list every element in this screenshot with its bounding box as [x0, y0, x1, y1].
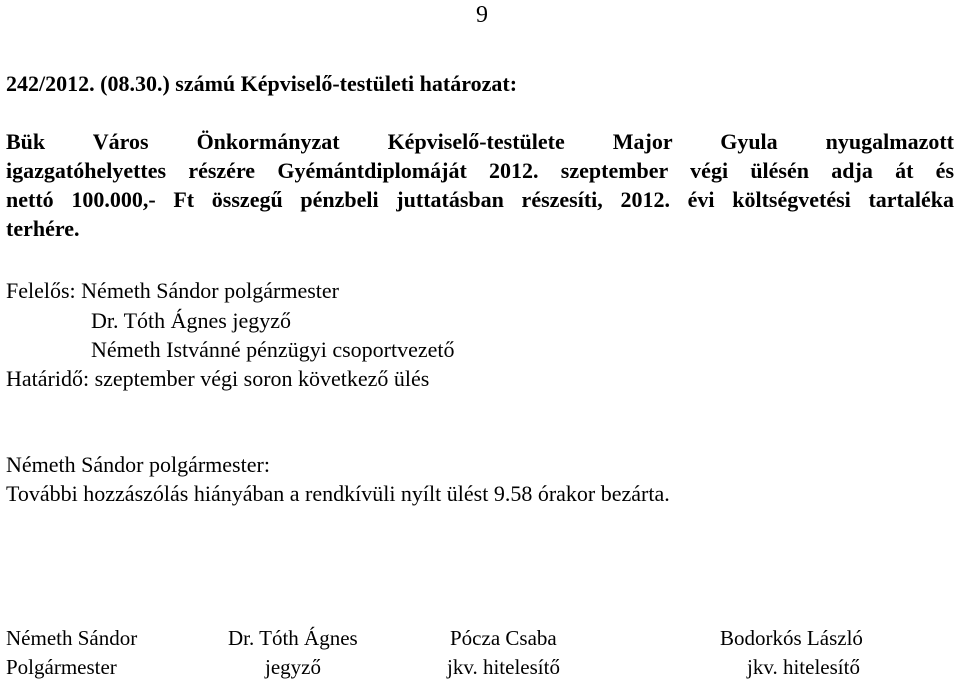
closing-speaker: Németh Sándor polgármester:	[6, 452, 270, 477]
resolution-body	[6, 127, 954, 243]
responsible-person-3: Németh Istvánné pénzügyi csoportvezető	[91, 337, 455, 362]
resolution-line-4: terhére.	[6, 216, 80, 241]
deadline-line: Határidő: szeptember végi soron következő ülés	[6, 366, 430, 391]
resolution-title: 242/2012. (08.30.) számú Képviselő-testületi határozat:	[6, 71, 518, 96]
signature-role-4: jkv. hitelesítő	[747, 655, 860, 679]
signature-name-2: Dr. Tóth Ágnes	[228, 626, 358, 650]
resolution-line-3: nettó 100.000,- Ft összegű pénzbeli juttatásban részesíti, 2012. évi költségvetési tartaléka	[6, 187, 954, 212]
page-number: 9	[476, 2, 488, 28]
resolution-line-2: igazgatóhelyettes részére Gyémántdiplomáját 2012. szeptember végi ülésén adja át és	[6, 158, 954, 183]
responsible-person-2: Dr. Tóth Ágnes jegyző	[91, 308, 292, 333]
signature-name-1: Németh Sándor	[6, 626, 138, 650]
closing-text: További hozzászólás hiányában a rendkívüli nyílt ülést 9.58 órakor bezárta.	[6, 481, 670, 506]
signature-role-3: jkv. hitelesítő	[447, 655, 560, 679]
responsible-line: Felelős: Németh Sándor polgármester	[6, 278, 339, 303]
signature-name-4: Bodorkós László	[720, 626, 863, 650]
signature-role-2: jegyző	[265, 655, 321, 679]
resolution-line-1: Bük Város Önkormányzat Képviselő-testülete Major Gyula nyugalmazott	[6, 129, 954, 154]
signature-role-1: Polgármester	[6, 655, 117, 679]
signature-name-3: Pócza Csaba	[450, 626, 557, 650]
